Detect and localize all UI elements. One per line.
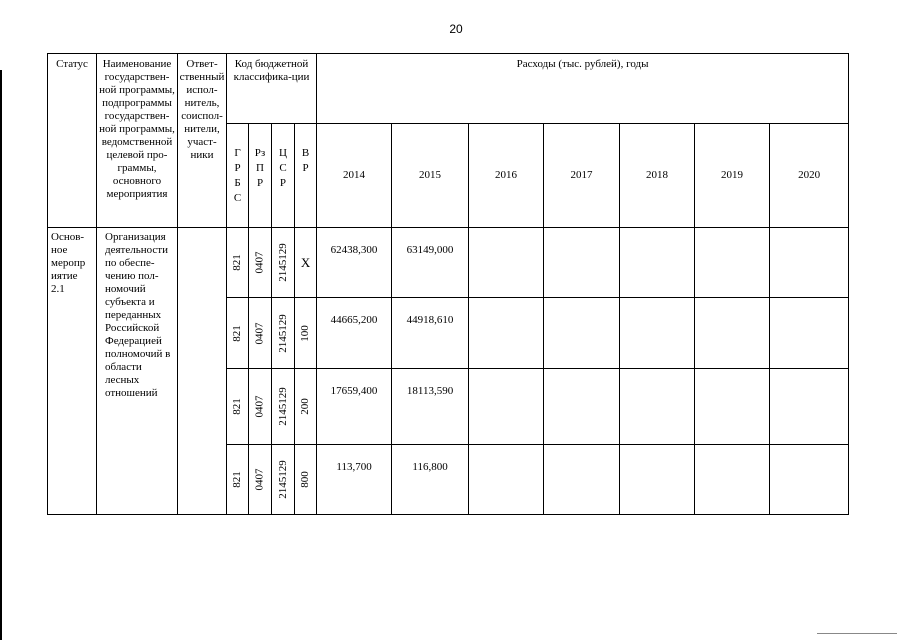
header-year-2015: 2015 — [392, 124, 469, 228]
budget-table — [47, 53, 849, 515]
cell-grbs: 821 — [227, 369, 249, 445]
cell-2014: 113,700 — [317, 445, 392, 515]
header-grbs: Г Р Б С — [227, 124, 249, 228]
cell-2014: 17659,400 — [317, 369, 392, 445]
cell-rzpr: 0407 — [249, 369, 272, 445]
bottom-edge-mark — [817, 633, 897, 634]
body-name: Организация деятельности по обеспе-чению пол-номочий субъекта и переданных Российской Федерацией полномочий в области лесных отношений — [97, 228, 178, 515]
cell-csr: 2145129 — [272, 228, 295, 298]
cell-rzpr: 0407 — [249, 445, 272, 515]
header-year-2016: 2016 — [469, 124, 544, 228]
cell-grbs: 821 — [227, 298, 249, 369]
cell-2016 — [469, 228, 544, 298]
header-year-2018: 2018 — [620, 124, 695, 228]
header-year-2017: 2017 — [544, 124, 620, 228]
cell-2018 — [620, 228, 695, 298]
cell-2018 — [620, 369, 695, 445]
cell-csr: 2145129 — [272, 369, 295, 445]
header-csr: Ц С Р — [272, 124, 295, 228]
cell-2019 — [695, 369, 770, 445]
cell-2014: 44665,200 — [317, 298, 392, 369]
header-expenses: Расходы (тыс. рублей), годы — [317, 54, 849, 124]
cell-2020 — [770, 298, 849, 369]
body-status: Основ-ное меропр иятие 2.1 — [48, 228, 97, 515]
cell-2017 — [544, 228, 620, 298]
cell-csr: 2145129 — [272, 445, 295, 515]
cell-vr: Х — [295, 228, 317, 298]
cell-2019 — [695, 445, 770, 515]
left-edge-mark — [0, 70, 2, 640]
cell-2016 — [469, 369, 544, 445]
cell-2017 — [544, 298, 620, 369]
header-year-2020: 2020 — [770, 124, 849, 228]
cell-2017 — [544, 369, 620, 445]
cell-2017 — [544, 445, 620, 515]
cell-rzpr: 0407 — [249, 228, 272, 298]
header-year-2014: 2014 — [317, 124, 392, 228]
cell-2018 — [620, 445, 695, 515]
cell-2019 — [695, 228, 770, 298]
cell-2015: 63149,000 — [392, 228, 469, 298]
header-responsible: Ответ-ственный испол-нитель, соиспол-нители, участ-ники — [178, 54, 227, 228]
header-vr: В Р — [295, 124, 317, 228]
cell-rzpr: 0407 — [249, 298, 272, 369]
cell-grbs: 821 — [227, 228, 249, 298]
table-row — [48, 228, 849, 298]
cell-2014: 62438,300 — [317, 228, 392, 298]
cell-2016 — [469, 298, 544, 369]
header-code: Код бюджетной классифика-ции — [227, 54, 317, 124]
cell-2015: 18113,590 — [392, 369, 469, 445]
page-number: 20 — [449, 22, 463, 36]
cell-2016 — [469, 445, 544, 515]
cell-2020 — [770, 445, 849, 515]
cell-csr: 2145129 — [272, 298, 295, 369]
header-year-2019: 2019 — [695, 124, 770, 228]
cell-2015: 44918,610 — [392, 298, 469, 369]
cell-2018 — [620, 298, 695, 369]
body-responsible — [178, 228, 227, 515]
cell-grbs: 821 — [227, 445, 249, 515]
cell-2020 — [770, 369, 849, 445]
cell-2020 — [770, 228, 849, 298]
header-name: Наименование государствен-ной программы, подпрограммы государствен-ной программы, ведомственной целевой про-граммы, основного мероприятия — [97, 54, 178, 228]
cell-vr: 100 — [295, 298, 317, 369]
cell-2015: 116,800 — [392, 445, 469, 515]
cell-2019 — [695, 298, 770, 369]
cell-vr: 800 — [295, 445, 317, 515]
header-rzpr: Рз П Р — [249, 124, 272, 228]
header-status: Статус — [48, 54, 97, 228]
cell-vr: 200 — [295, 369, 317, 445]
